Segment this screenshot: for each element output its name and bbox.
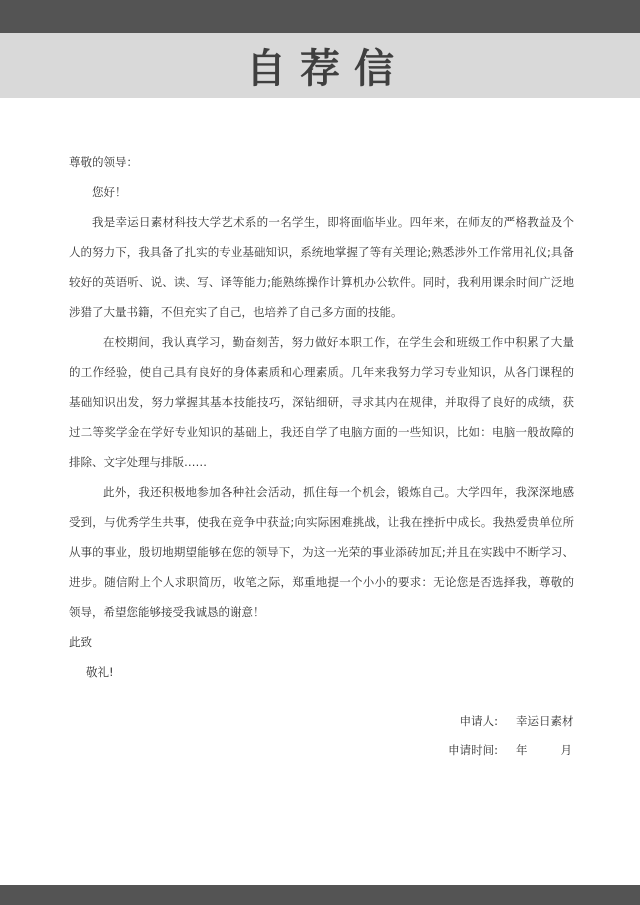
date-row <box>420 741 580 759</box>
page-title: 自荐信 <box>246 46 408 92</box>
closing-salute: 敬礼! <box>86 665 114 679</box>
year-label: 年 <box>516 743 528 757</box>
closing-phrase: 此致 <box>69 635 92 649</box>
applicant-name: 幸运日素材 <box>516 714 574 728</box>
letter-body <box>69 147 574 687</box>
month-label: 月 <box>560 743 572 757</box>
date-label: 申请时间: <box>448 743 498 757</box>
bottom-decorative-bar <box>0 885 640 905</box>
salutation: 尊敬的领导： <box>69 155 138 169</box>
applicant-label: 申请人: <box>459 714 498 728</box>
greeting: 您好！ <box>92 185 127 199</box>
paragraph-school-experience: 在校期间，我认真学习，勤奋刻苦，努力做好本职工作，在学生会和班级工作中积累了大量的工作经验，使自己具有良好的身体素质和心理素质。几年来我努力学习专业知识，从各门课程的基础知识出发，努力掌握其基本技能技巧，深钻细研，寻求其内在规律，并取得了良好的成绩，获过二等奖学金在学好专业知识的基础上，我还自学了电脑方面的一些知识，比如：电脑一般故障的排除、文字处理与排版…… <box>69 335 574 469</box>
top-decorative-bar <box>0 0 640 33</box>
title-band <box>0 33 640 98</box>
paragraph-activities: 此外，我还积极地参加各种社会活动，抓住每一个机会，锻炼自己。大学四年，我深深地感受到，与优秀学生共事，使我在竞争中获益;向实际困难挑战，让我在挫折中成长。我热爱贵单位所从事的事业，殷切地期望能够在您的领导下，为这一光荣的事业添砖加瓦;并且在实践中不断学习、进步。随信附上个人求职简历，收笔之际，郑重地提一个小小的要求：无论您是否选择我，尊敬的领导，希望您能够接受我诚恳的谢意！ <box>69 485 574 619</box>
applicant-row <box>420 712 580 730</box>
paragraph-introduction: 我是幸运日素材科技大学艺术系的一名学生，即将面临毕业。四年来，在师友的严格教益及个人的努力下，我具备了扎实的专业基础知识，系统地掌握了等有关理论;熟悉涉外工作常用礼仪;具备较好的英语听、说、读、写、译等能力;能熟练操作计算机办公软件。同时，我利用课余时间广泛地涉猎了大量书籍，不但充实了自己，也培养了自己多方面的技能。 <box>69 215 574 319</box>
